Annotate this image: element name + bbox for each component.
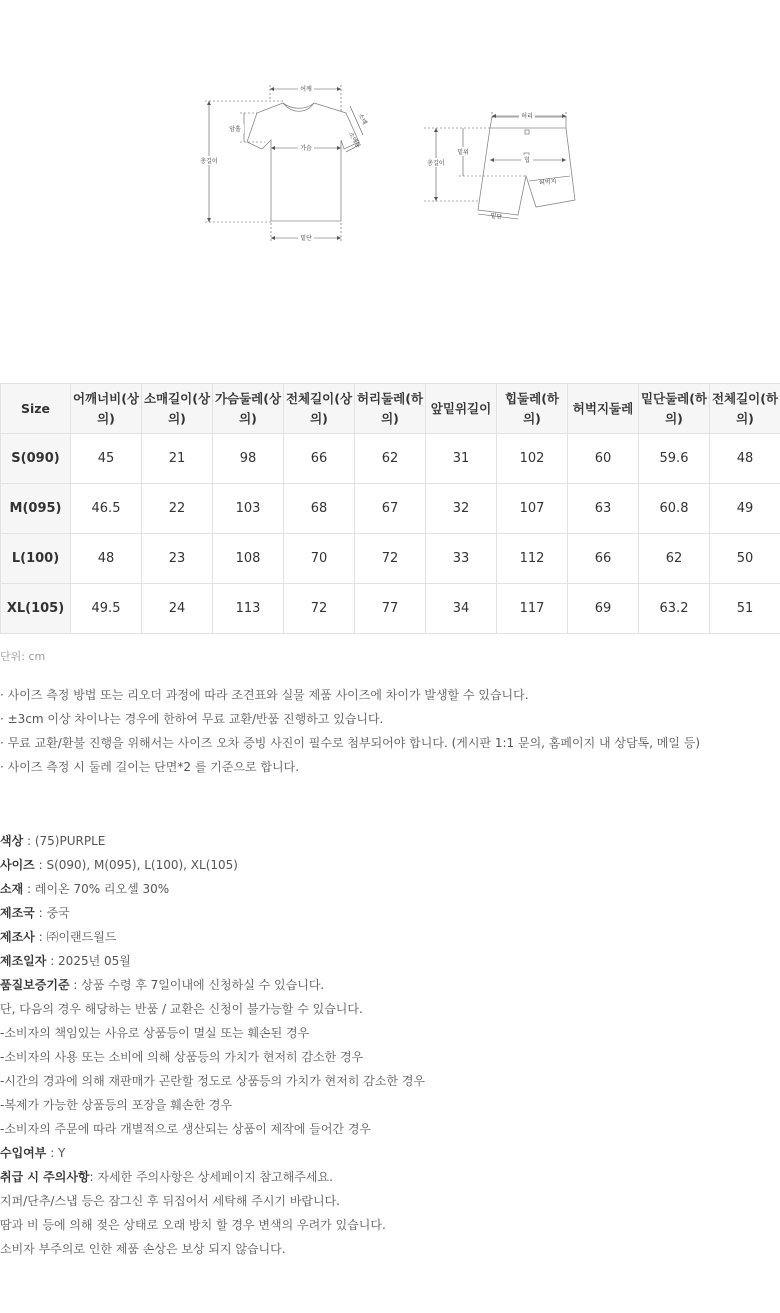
- info-maker: [0, 927, 425, 951]
- info-sizes: [0, 855, 425, 879]
- warranty-line: 단, 다음의 경우 해당하는 반품 / 교환은 신청이 불가능할 수 있습니다.: [0, 1002, 363, 1016]
- table-cell: 49.5: [71, 584, 142, 634]
- table-cell: 60.8: [639, 484, 710, 534]
- table-cell: 21: [142, 434, 213, 484]
- table-cell: 34: [426, 584, 497, 634]
- size-table: [0, 383, 780, 634]
- table-cell: 63: [568, 484, 639, 534]
- table-row: [1, 584, 780, 634]
- info-value: : 자세한 주의사항은 상세페이지 참고해주세요.: [89, 1170, 333, 1184]
- care-line: 지퍼/단추/스냅 등은 잠그신 후 뒤집어서 세탁해 주시기 바랍니다.: [0, 1194, 340, 1208]
- table-row: [1, 534, 780, 584]
- table-cell: 113: [213, 584, 284, 634]
- table-cell: 50: [710, 534, 780, 584]
- table-header-cell: 앞밑위길이: [426, 384, 497, 434]
- note-item: · ±3cm 이상 차이나는 경우에 한하여 무료 교환/반품 진행하고 있습니다.: [0, 712, 384, 726]
- warranty-line: -소비자의 주문에 따라 개별적으로 생산되는 상품이 제작에 들어간 경우: [0, 1122, 372, 1136]
- table-cell: 59.6: [639, 434, 710, 484]
- table-row: [1, 484, 780, 534]
- table-cell: 72: [355, 534, 426, 584]
- table-header-cell: 전체길이(하의): [710, 384, 780, 434]
- diagram-label-total-length-bottom: 총길이: [427, 160, 445, 167]
- table-header-cell: 어깨너비(상의): [71, 384, 142, 434]
- care-line: 땀과 비 등에 의해 젖은 상태로 오래 방치 할 경우 변색의 우려가 있습니다.: [0, 1218, 386, 1232]
- table-cell: 70: [284, 534, 355, 584]
- table-cell: 48: [71, 534, 142, 584]
- table-cell: 63.2: [639, 584, 710, 634]
- diagram-label-waist: 허리: [521, 113, 533, 120]
- diagram-label-hem-bottom: 밑단: [489, 212, 503, 221]
- warranty-line: -소비자의 책임있는 사유로 상품등이 멸실 또는 훼손된 경우: [0, 1026, 310, 1040]
- tshirt-diagram: [247, 103, 359, 221]
- table-header-cell: 가슴둘레(상의): [213, 384, 284, 434]
- info-care: [0, 1167, 425, 1191]
- info-material: [0, 879, 425, 903]
- diagram-label-armhole: 암홀: [229, 126, 241, 133]
- size-notes: [0, 685, 700, 781]
- info-color: [0, 831, 425, 855]
- table-cell: 103: [213, 484, 284, 534]
- diagram-label-thigh: 허벅지: [538, 177, 557, 188]
- info-value: : 중국: [34, 906, 70, 920]
- size-cell: M(095): [1, 484, 71, 534]
- info-value: : ㈜이랜드월드: [34, 930, 117, 944]
- info-value: : S(090), M(095), L(100), XL(105): [34, 858, 238, 872]
- diagram-label-rise: 밑위: [457, 149, 469, 156]
- shorts-diagram: [478, 117, 575, 215]
- info-warranty: [0, 975, 425, 999]
- table-cell: 77: [355, 584, 426, 634]
- table-cell: 24: [142, 584, 213, 634]
- note-item: · 사이즈 측정 방법 또는 리오더 과정에 따라 조견표와 실물 제품 사이즈에 차이가 발생할 수 있습니다.: [0, 688, 529, 702]
- table-header-cell: Size: [1, 384, 71, 434]
- table-cell: 69: [568, 584, 639, 634]
- table-cell: 22: [142, 484, 213, 534]
- table-cell: 102: [497, 434, 568, 484]
- product-info: [0, 831, 425, 1263]
- table-header-cell: 전체길이(상의): [284, 384, 355, 434]
- table-cell: 107: [497, 484, 568, 534]
- table-header-cell: 밑단둘레(하의): [639, 384, 710, 434]
- table-cell: 112: [497, 534, 568, 584]
- table-cell: 66: [284, 434, 355, 484]
- table-cell: 66: [568, 534, 639, 584]
- table-cell: 62: [355, 434, 426, 484]
- table-cell: 48: [710, 434, 780, 484]
- info-label: 소재: [0, 882, 24, 896]
- note-item: · 사이즈 측정 시 둘레 길이는 단면*2 를 기준으로 합니다.: [0, 760, 300, 774]
- diagram-label-hip: 힙: [524, 157, 530, 164]
- info-value: : Y: [46, 1146, 66, 1160]
- note-item: · 무료 교환/환불 진행을 위해서는 사이즈 오차 증빙 사진이 필수로 첨부되어야 합니다. (게시판 1:1 문의, 홈페이지 내 상담톡, 메일 등): [0, 736, 701, 750]
- size-diagram: [0, 0, 780, 260]
- diagram-label-hem: 밑단: [300, 235, 312, 242]
- table-header-cell: 힙둘레(하의): [497, 384, 568, 434]
- table-cell: 23: [142, 534, 213, 584]
- info-label: 사이즈: [0, 858, 35, 872]
- info-import: [0, 1143, 425, 1167]
- info-value: : 2025년 05월: [46, 954, 131, 968]
- unit-label: 단위: cm: [0, 650, 46, 663]
- table-cell: 49: [710, 484, 780, 534]
- info-value: : 상품 수령 후 7일이내에 신청하실 수 있습니다.: [69, 978, 325, 992]
- info-label: 수입여부: [0, 1146, 47, 1160]
- table-cell: 68: [284, 484, 355, 534]
- table-cell: 33: [426, 534, 497, 584]
- size-cell: S(090): [1, 434, 71, 484]
- table-cell: 117: [497, 584, 568, 634]
- warranty-line: -시간의 경과에 의해 재판매가 곤란할 정도로 상품등의 가치가 현저히 감소한 경우: [0, 1074, 426, 1088]
- info-label: 취급 시 주의사항: [0, 1170, 90, 1184]
- diagram-label-chest: 가슴: [300, 145, 312, 152]
- diagram-label-sleeve-opening: 소매통: [346, 130, 362, 150]
- info-label: 품질보증기준: [0, 978, 70, 992]
- warranty-line: -복제가 가능한 상품등의 포장을 훼손한 경우: [0, 1098, 233, 1112]
- table-cell: 46.5: [71, 484, 142, 534]
- table-cell: 108: [213, 534, 284, 584]
- table-cell: 32: [426, 484, 497, 534]
- table-cell: 60: [568, 434, 639, 484]
- care-line: 소비자 부주의로 인한 제품 손상은 보상 되지 않습니다.: [0, 1242, 286, 1256]
- info-label: 색상: [0, 834, 24, 848]
- table-cell: 72: [284, 584, 355, 634]
- table-cell: 31: [426, 434, 497, 484]
- size-cell: XL(105): [1, 584, 71, 634]
- info-date: [0, 951, 425, 975]
- table-cell: 51: [710, 584, 780, 634]
- table-header-cell: 허리둘레(하의): [355, 384, 426, 434]
- info-value: : 레이온 70% 리오셀 30%: [23, 882, 170, 896]
- info-label: 제조일자: [0, 954, 47, 968]
- info-label: 제조국: [0, 906, 35, 920]
- info-label: 제조사: [0, 930, 35, 944]
- table-header-cell: 허벅지둘레: [568, 384, 639, 434]
- diagram-label-sleeve: 소매: [356, 112, 369, 127]
- table-header-cell: 소매길이(상의): [142, 384, 213, 434]
- size-cell: L(100): [1, 534, 71, 584]
- info-origin: [0, 903, 425, 927]
- table-cell: 67: [355, 484, 426, 534]
- info-value: : (75)PURPLE: [23, 834, 106, 848]
- diagram-label-shoulder: 어깨: [300, 86, 312, 93]
- table-cell: 98: [213, 434, 284, 484]
- warranty-line: -소비자의 사용 또는 소비에 의해 상품등의 가치가 현저히 감소한 경우: [0, 1050, 364, 1064]
- table-row: [1, 434, 780, 484]
- garment-illustration: [0, 0, 780, 260]
- table-header-row: [1, 384, 780, 434]
- table-cell: 62: [639, 534, 710, 584]
- table-cell: 45: [71, 434, 142, 484]
- diagram-label-total-length-top: 총길이: [200, 158, 218, 165]
